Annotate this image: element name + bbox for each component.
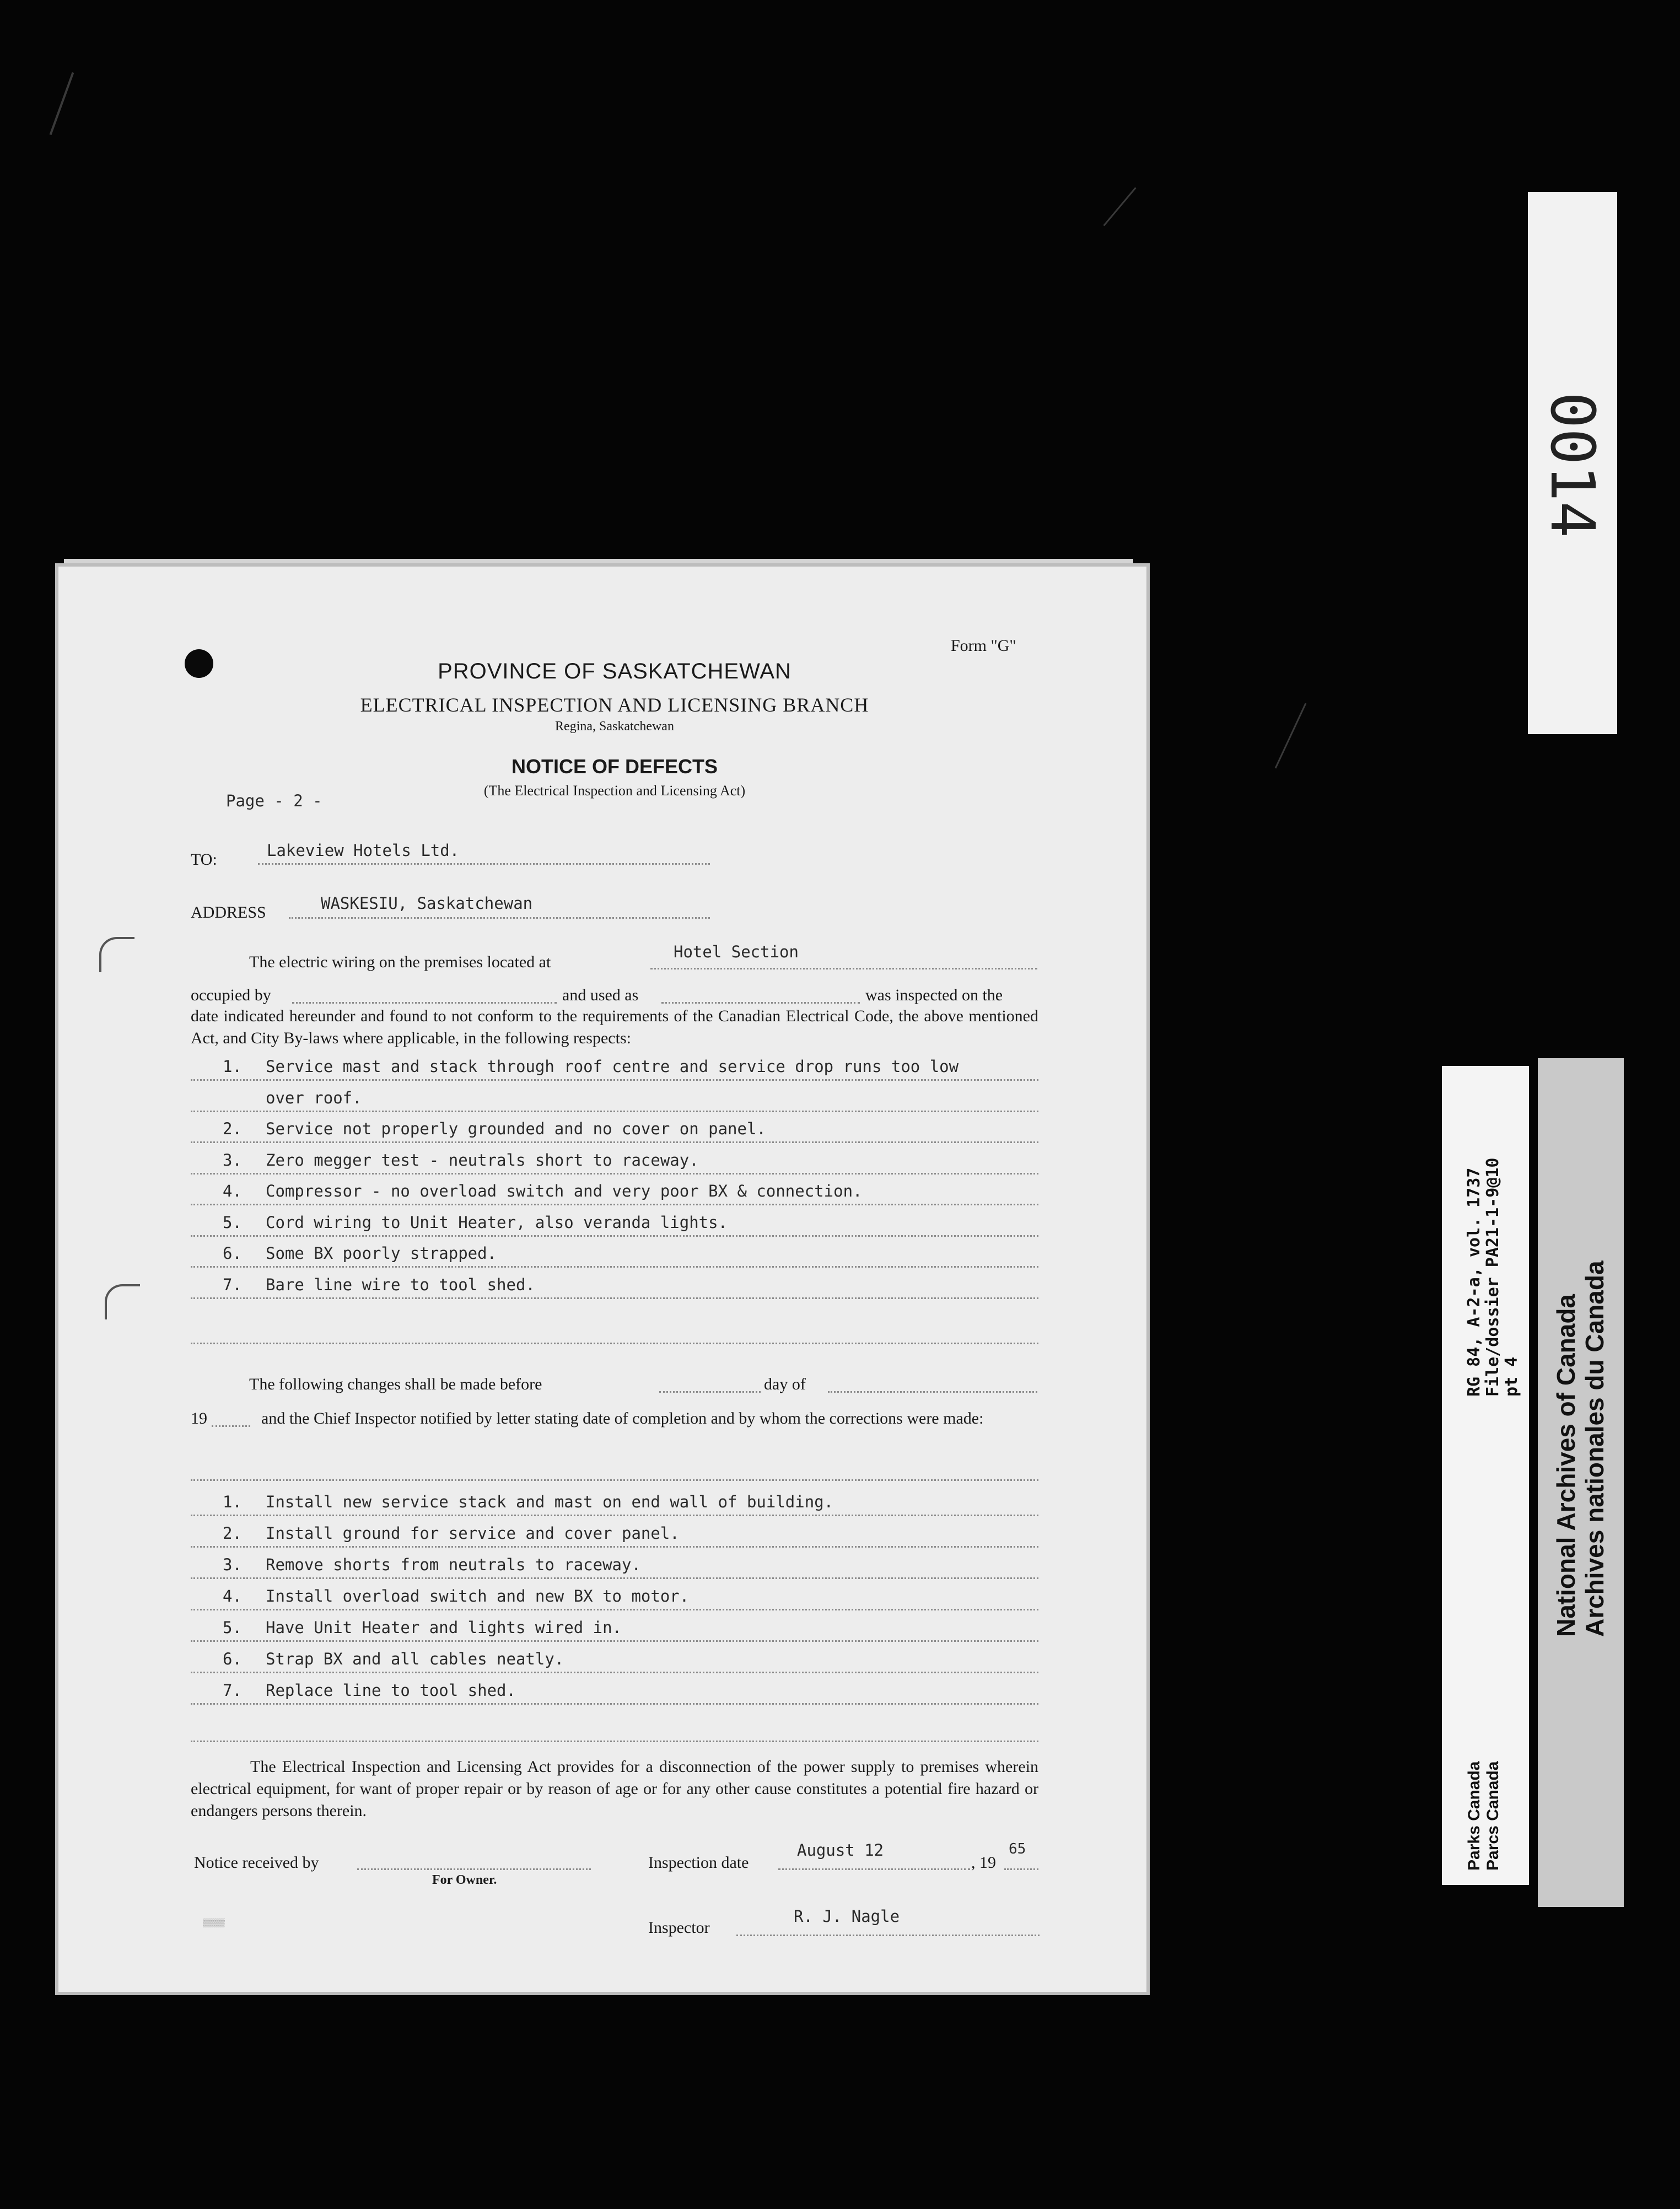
item-number: 2. <box>223 1119 242 1138</box>
inspector-value: R. J. Nagle <box>794 1907 900 1926</box>
corrections-blank-line <box>191 1741 1038 1742</box>
item-number: 2. <box>223 1524 242 1543</box>
item-line <box>191 1111 1038 1112</box>
item-line <box>191 1703 1038 1705</box>
changes-month-line <box>828 1391 1037 1393</box>
year-suffix-line <box>1004 1868 1038 1870</box>
changes-paragraph: and the Chief Inspector notified by letter stating date of completion and by whom the corrections were made: <box>261 1409 984 1427</box>
list-item: Compressor - no overload switch and very poor BX & connection. <box>266 1182 863 1200</box>
to-line <box>258 863 710 865</box>
item-line <box>191 1204 1038 1205</box>
list-item: Remove shorts from neutrals to raceway. <box>266 1555 641 1574</box>
list-item: over roof. <box>266 1088 362 1107</box>
national-archives-label <box>1538 1058 1624 1907</box>
parks-canada-en: Parks Canada <box>1465 1761 1483 1871</box>
item-number: 5. <box>223 1618 242 1637</box>
premises-value: Hotel Section <box>674 942 799 961</box>
list-item: Install new service stack and mast on end wall of building. <box>266 1493 834 1511</box>
changes-blank-line <box>191 1479 1038 1481</box>
item-line <box>191 1266 1038 1268</box>
item-number: 1. <box>223 1493 242 1511</box>
list-item: Install ground for service and cover panel. <box>266 1524 680 1543</box>
occupied-by-label: occupied by <box>191 986 271 1004</box>
item-number: 3. <box>223 1555 242 1574</box>
film-scratch <box>1103 187 1136 227</box>
year-19-label: , 19 <box>971 1854 996 1872</box>
to-label: TO: <box>191 850 217 869</box>
archives-name-en: National Archives of Canada <box>1552 1294 1580 1637</box>
item-line <box>191 1515 1038 1516</box>
film-scratch <box>1275 703 1307 768</box>
parks-canada-fr: Parcs Canada <box>1484 1761 1502 1871</box>
item-line <box>191 1640 1038 1642</box>
archive-ref-line2: File/dossier PA21-1-9@10 <box>1483 1157 1503 1397</box>
item-number: 5. <box>223 1213 242 1232</box>
inspected-on-label: was inspected on the <box>865 986 1003 1004</box>
act-notice-paragraph: The Electrical Inspection and Licensing Act provides for a disconnection of the power supply to premises wherein electrical equipment, for want of proper repair or by reason of age or for any other cause constitutes a potential fire hazard or endangers persons therein. <box>191 1758 1038 1820</box>
premises-label: The electric wiring on the premises located at <box>249 953 551 971</box>
used-as-line <box>661 1002 860 1004</box>
item-number: 3. <box>223 1150 242 1170</box>
list-item: Cord wiring to Unit Heater, also veranda lights. <box>266 1213 728 1232</box>
city-line: Regina, Saskatchewan <box>555 719 674 734</box>
list-item: Have Unit Heater and lights wired in. <box>266 1618 622 1637</box>
for-owner-label: For Owner. <box>432 1873 497 1887</box>
inspection-date-value: August 12 <box>797 1841 884 1860</box>
to-value: Lakeview Hotels Ltd. <box>267 841 460 860</box>
notice-received-label: Notice received by <box>194 1854 319 1872</box>
act-subtitle: (The Electrical Inspection and Licensing Act) <box>483 783 746 799</box>
day-of-label: day of <box>764 1375 806 1393</box>
archive-ref-line1: RG 84, A-2-a, vol. 1737 <box>1464 1167 1484 1397</box>
item-number: 4. <box>223 1182 242 1200</box>
item-number: 7. <box>223 1681 242 1700</box>
changes-date-line <box>659 1391 761 1393</box>
archives-name-fr: Archives nationales du Canada <box>1580 1260 1609 1637</box>
frame-number: 0014 <box>1537 392 1608 538</box>
inspection-date-label: Inspection date <box>648 1854 749 1872</box>
occupied-by-line <box>292 1002 557 1004</box>
item-line <box>191 1609 1038 1610</box>
list-item: Service not properly grounded and no cover on panel. <box>266 1119 766 1138</box>
list-item: Service mast and stack through roof centre and service drop runs too low <box>266 1057 959 1076</box>
inspector-label: Inspector <box>648 1919 710 1937</box>
item-number: 6. <box>223 1650 242 1668</box>
inspector-line <box>736 1935 1040 1936</box>
list-item: Bare line wire to tool shed. <box>266 1275 535 1294</box>
address-line <box>289 917 710 919</box>
conformance-paragraph: date indicated hereunder and found to not conform to the requirements of the Canadian Electrical Code, the above mentioned Act, and City By-laws where applicable, in the following respects: <box>191 1007 1038 1047</box>
notice-received-line <box>357 1868 591 1870</box>
item-line <box>191 1235 1038 1237</box>
item-line <box>191 1546 1038 1548</box>
list-item: Zero megger test - neutrals short to raceway. <box>266 1150 699 1170</box>
frame-number-strip <box>1528 192 1617 734</box>
list-item: Some BX poorly strapped. <box>266 1244 497 1263</box>
page-title: NOTICE OF DEFECTS <box>511 755 718 778</box>
inspection-year-value: 65 <box>1009 1841 1026 1857</box>
item-line <box>191 1173 1038 1174</box>
page-number: Page - 2 - <box>226 791 322 810</box>
year-prefix: 19 <box>191 1409 207 1427</box>
branch-heading: ELECTRICAL INSPECTION AND LICENSING BRANCH <box>360 694 869 716</box>
item-line <box>191 1079 1038 1081</box>
film-scratch <box>50 72 74 135</box>
item-number: 4. <box>223 1587 242 1605</box>
item-number: 1. <box>223 1057 242 1076</box>
item-number: 7. <box>223 1275 242 1294</box>
inspection-date-line <box>778 1868 970 1870</box>
premises-line <box>650 968 1037 969</box>
printer-mark: ▒▒▒▒ <box>203 1919 225 1927</box>
item-line <box>191 1672 1038 1673</box>
changes-before-label: The following changes shall be made before <box>249 1375 542 1393</box>
item-line <box>191 1297 1038 1299</box>
item-number: 6. <box>223 1244 242 1263</box>
list-item: Replace line to tool shed. <box>266 1681 516 1700</box>
address-value: WASKESIU, Saskatchewan <box>321 894 533 913</box>
used-as-label: and used as <box>562 986 639 1004</box>
item-line <box>191 1141 1038 1143</box>
page-curl-mark <box>105 1284 140 1319</box>
address-label: ADDRESS <box>191 903 266 922</box>
list-item: Strap BX and all cables neatly. <box>266 1650 564 1668</box>
defects-blank-line <box>191 1343 1038 1344</box>
province-heading: PROVINCE OF SASKATCHEWAN <box>438 659 791 683</box>
list-item: Install overload switch and new BX to motor. <box>266 1587 690 1605</box>
form-id: Form "G" <box>951 637 1016 655</box>
archive-ref-line3: pt 4 <box>1502 1356 1521 1397</box>
item-line <box>191 1577 1038 1579</box>
page-curl-mark <box>99 937 134 972</box>
archive-reference-label <box>1442 1066 1529 1885</box>
